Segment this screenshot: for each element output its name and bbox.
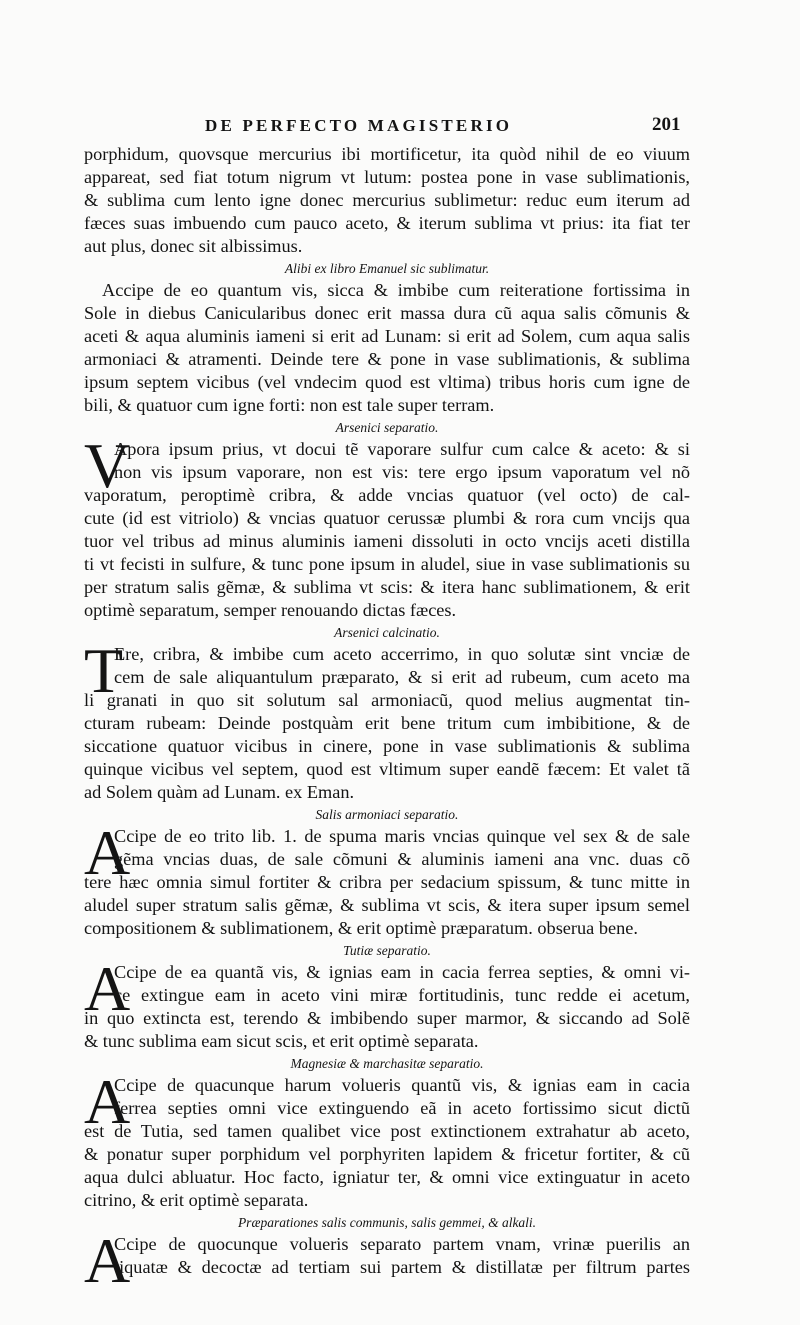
drop-cap-initial: A (84, 1066, 131, 1137)
section-heading: Salis armoniaci separatio. (315, 807, 459, 822)
page-number: 201 (652, 114, 681, 135)
text-line: aludel super stratum salis gẽmæ, & sublima vt scis, & itera super ipsum semel (84, 895, 690, 915)
text-line: ce extingue eam in aceto vini miræ fortitudinis, tunc redde ei acetum, (114, 985, 690, 1005)
page-body (84, 143, 690, 1296)
text-line: cturam rubeam: Deinde postquàm erit bene tritum cum imbibitione, & de (84, 713, 690, 733)
text-line: vaporatum, peroptimè cribra, & adde vncias quatuor (vel octo) de cal- (84, 485, 690, 505)
text-line: & sublima cum lento igne donec mercurius sublimetur: reduc eum iterum ad (84, 190, 690, 210)
text-line: optimè separatum, semper renouando dictas fæces. (84, 600, 457, 620)
drop-cap-initial: V (84, 430, 131, 501)
section-heading: Arsenici separatio. (335, 420, 439, 435)
paragraph (84, 1225, 690, 1296)
paragraph (84, 279, 690, 417)
text-line: aqua dulci abluatur. Hoc facto, igniatur ter, & omni vice extinguatur in aceto (84, 1167, 690, 1187)
text-line: Sole in diebus Canicularibus donec erit massa dura cũ aqua salis cõmunis & (84, 303, 690, 323)
text-line: tere hæc omnia simul fortiter & cribra per sedacium spissum, & tunc mitte in (84, 872, 690, 892)
paragraph (84, 430, 690, 622)
text-line: Ccipe de quocunque volueris separato partem vnam, vrinæ puerilis an (114, 1234, 690, 1254)
paragraph (84, 953, 690, 1053)
text-line: ferrea septies omni vice extinguendo eã in aceto fortissimo sicut dictũ (114, 1098, 690, 1118)
section-heading: Arsenici calcinatio. (334, 625, 440, 640)
text-line: armoniaci & atramenti. Deinde tere & pone in vase sublimationis, & sublima (84, 349, 690, 369)
text-line: ti vt fecisti in sulfure, & tunc pone ipsum in aludel, siue in vase sublimationis su (84, 554, 690, 574)
text-line: in quo extincta est, terendo & imbibendo super marmor, & siccando ad Solẽ (84, 1008, 690, 1028)
text-line: & tunc sublima eam sicut scis, et erit optimè separata. (84, 1031, 479, 1051)
text-line: & ponatur super porphidum vel porphyriten lapidem & fricetur fortiter, & cũ (84, 1144, 690, 1164)
drop-cap-initial: T (84, 635, 124, 706)
text-line: aut plus, donec sit albissimus. (84, 236, 303, 256)
section-heading: Præparationes salis communis, salis gemmei, & alkali. (237, 1215, 537, 1230)
text-line: ipsum septem vicibus (vel vndecim quod est vltima) tribus horis cum igne de (84, 372, 690, 392)
text-line: cem de sale aliquantulum præparato, & si erit ad rubeum, cum aceto ma (114, 667, 690, 687)
text-line: aceti & aqua aluminis iameni si erit ad Lunam: si erit ad Solem, cum aqua salis (84, 326, 690, 346)
text-line: Apora ipsum prius, vt docui tẽ vaporare sulfur cum calce & aceto: & si (114, 439, 690, 459)
text-line: bili, & quatuor cum igne forti: non est tale super terram. (84, 395, 495, 415)
text-line: Accipe de eo quantum vis, sicca & imbibe cum reiteratione fortissima in (102, 280, 690, 300)
text-line: li granati in quo sit solutum sal armoniacũ, quod melius augmentat tin- (84, 690, 690, 710)
text-line: appareat, sed fiat totum nigrum vt lutum: postea pone in vase sublimationis, (84, 167, 690, 187)
paragraph (84, 817, 690, 940)
text-line: est de Tutia, sed tamen qualibet vice post extinctionem extrahatur ab aceto, (84, 1121, 690, 1141)
text-line: ad Solem quàm ad Lunam. ex Eman. (84, 782, 355, 802)
text-line: siccatione quatuor vicibus in cinere, pone in vase sublimationis & sublima (84, 736, 690, 756)
section-heading: Magnesiæ & marchasitæ separatio. (290, 1056, 484, 1071)
text-line: cute (id est vitriolo) & vncias quatuor cerussæ plumbi & rora cum vncijs qua (84, 508, 690, 528)
text-line: tiquatæ & decoctæ ad tertiam sui partem & distillatæ per filtrum partes (114, 1257, 690, 1277)
paragraph (84, 635, 690, 804)
drop-cap-initial: A (84, 1225, 131, 1296)
running-title: DE PERFECTO MAGISTERIO (205, 116, 513, 135)
text-line: Ccipe de eo trito lib. 1. de spuma maris vncias quinque vel sex & de sale (114, 826, 690, 846)
drop-cap-initial: A (84, 953, 131, 1024)
text-line: Ere, cribra, & imbibe cum aceto accerrimo, in quo solutæ sint vnciæ de (114, 644, 690, 664)
text-line: Ccipe de quacunque harum volueris quantũ vis, & ignias eam in cacia (114, 1075, 690, 1095)
text-line: tuor vel tribus ad minus aluminis iameni dissoluti in octo vncijs aceti distilla (84, 531, 690, 551)
text-line: fæces suas imbuendo cum pauco aceto, & iterum sublima vt prius: ita fiat ter (84, 213, 690, 233)
text-line: porphidum, quovsque mercurius ibi mortificetur, ita quòd nihil de eo viuum (84, 144, 690, 164)
text-line: quinque vicibus vel septem, quod est vltimum super eandẽ fæcem: Et valet tã (84, 759, 690, 779)
drop-cap-initial: A (84, 817, 131, 888)
text-line: per stratum salis gẽmæ, & sublima vt scis: & itera hanc sublimationem, & erit (84, 577, 690, 597)
section-heading: Tutiæ separatio. (343, 943, 431, 958)
paragraph (84, 143, 690, 258)
text-line: gẽma vncias duas, de sale cõmuni & aluminis iameni ana vnc. duas cõ (114, 849, 690, 869)
section-heading: Alibi ex libro Emanuel sic sublimatur. (284, 261, 490, 276)
text-line: Ccipe de ea quantã vis, & ignias eam in cacia ferrea septies, & omni vi- (114, 962, 690, 982)
text-line: compositionem & sublimationem, & erit optimè præparatum. obserua bene. (84, 918, 638, 938)
text-line: non vis ipsum vaporare, non est vis: tere ergo ipsum vaporatum vel nõ (114, 462, 690, 482)
text-line: citrino, & erit optimè separata. (84, 1190, 309, 1210)
paragraph (84, 1066, 690, 1212)
